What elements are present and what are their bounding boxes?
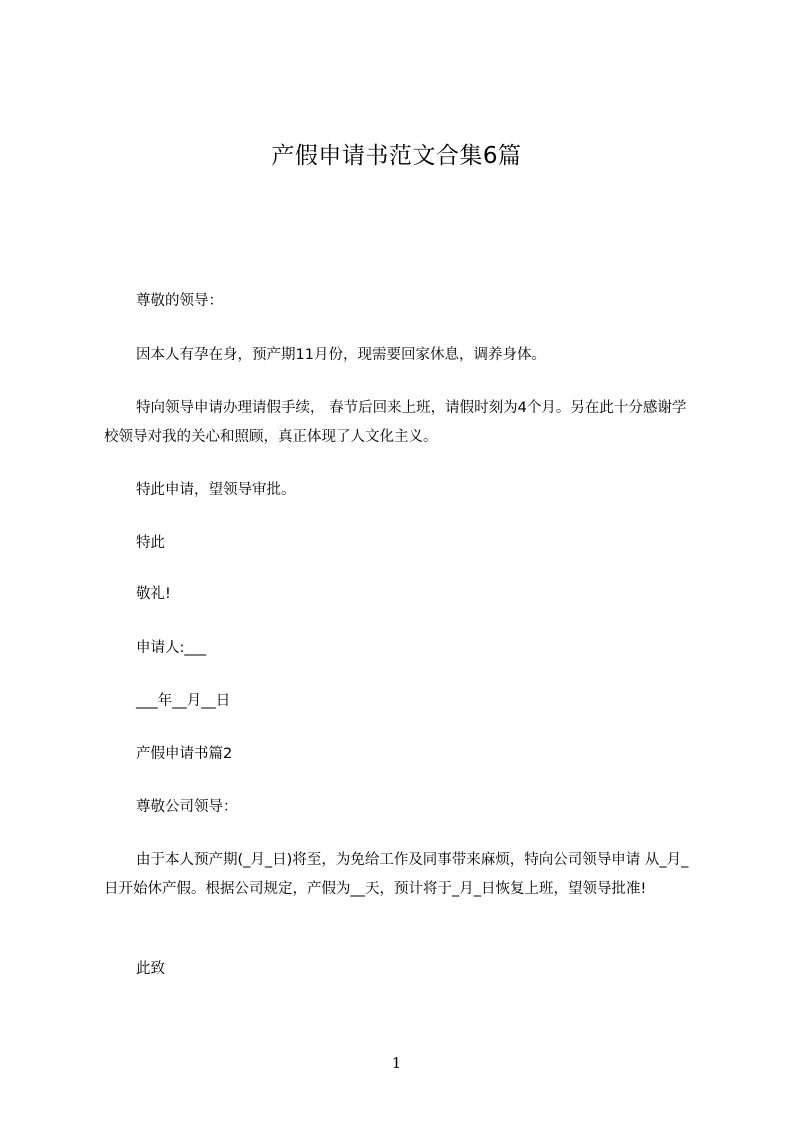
closing-te-ci: 特此 bbox=[136, 535, 165, 551]
document-title: 产假申请书范文合集6篇 bbox=[271, 143, 522, 169]
date-line: ___年__月__日 bbox=[136, 693, 231, 709]
paragraph-approval: 特此申请，望领导审批。 bbox=[136, 482, 296, 498]
salutation: 尊敬的领导： bbox=[136, 293, 223, 309]
paragraph-request: 特向领导申请办理请假手续， 春节后回来上班，请假时刻为4个月。另在此十分感谢学校领导对我的关心和照顾，真正体现了人文化主义。 bbox=[104, 400, 687, 445]
closing-jing-li: 敬礼! bbox=[136, 586, 171, 602]
paragraph-reason: 因本人有孕在身，预产期11月份，现需要回家休息，调养身体。 bbox=[136, 347, 546, 363]
salutation-2: 尊敬公司领导： bbox=[136, 799, 238, 815]
applicant-line: 申请人:___ bbox=[136, 640, 207, 656]
closing-ci-zhi: 此致 bbox=[136, 961, 165, 977]
section-heading-2: 产假申请书篇2 bbox=[136, 746, 233, 762]
paragraph-request-2: 由于本人预产期(_月_日)将至，为免给工作及同事带来麻烦，特向公司领导申请 从_月_日开始休产假。根据公司规定，产假为__天，预计将于_月_日恢复上班，望领导批准! bbox=[104, 852, 689, 897]
page-number: 1 bbox=[391, 1054, 402, 1072]
